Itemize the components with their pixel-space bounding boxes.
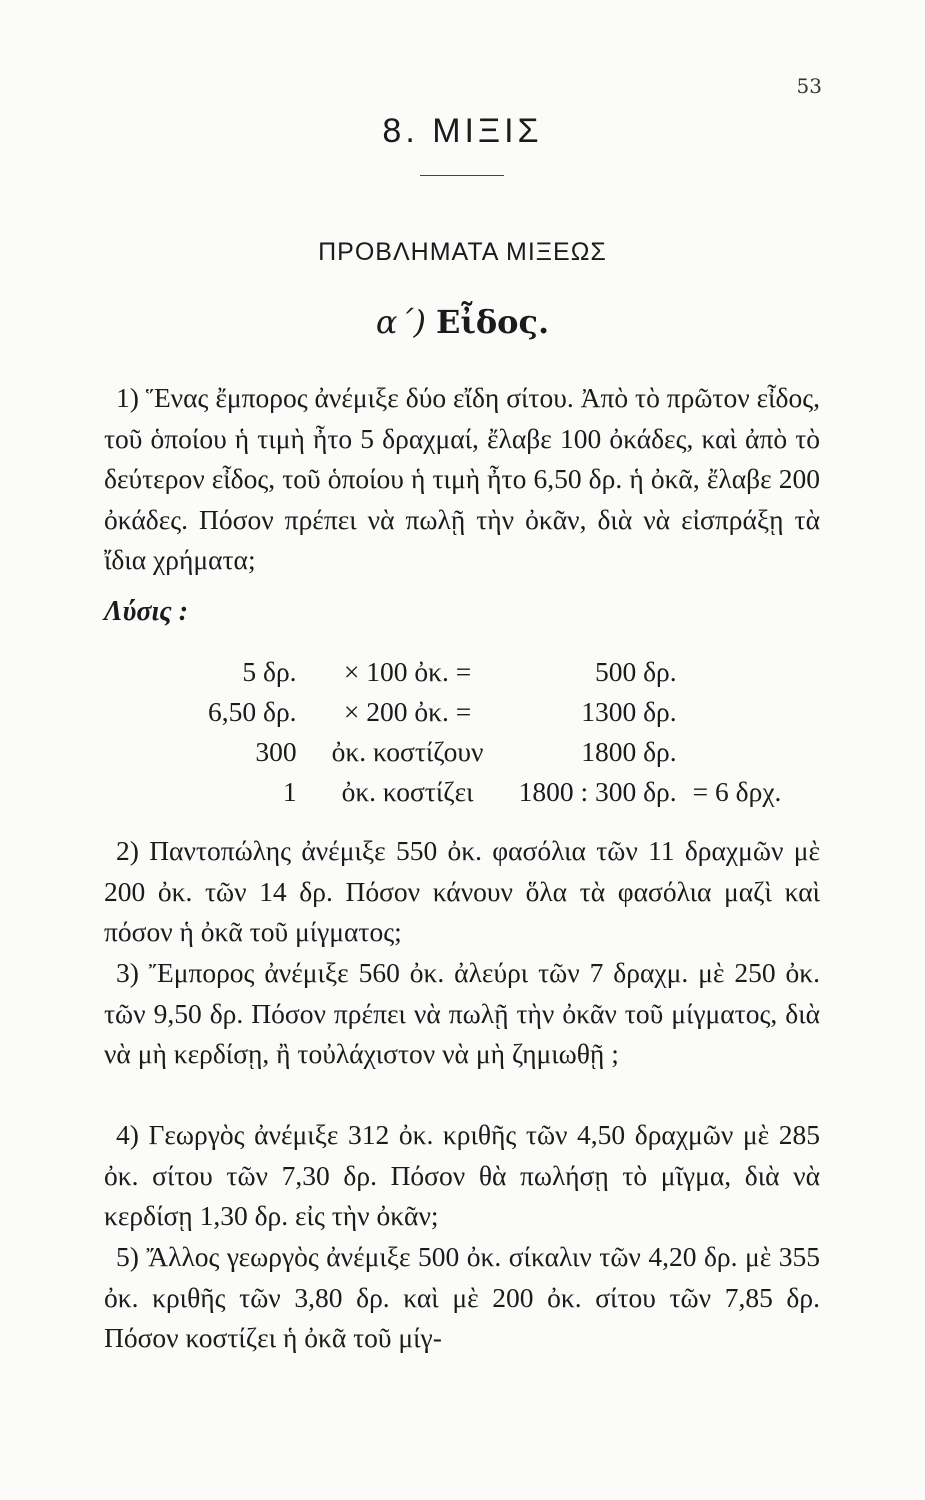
problem-5-text: 5) Ἄλλος γεωργὸς ἀνέμιξε 500 ὀκ. σίκαλιν τῶν 4,20 δρ. μὲ 355 ὀκ. κριθῆς τῶν 3,80 δρ. καὶ μὲ 200 ὀκ. σίτου τῶν 7,85 δρ. Πόσον κοστίζει ἡ ὀκᾶ τοῦ μίγ- [104,1241,820,1353]
calc-cell: 6,50 δρ. [208,696,297,727]
problem-2-text: 2) Παντοπώλης ἀνέμιξε 550 ὀκ. φασόλια τῶν 11 δραχμῶν μὲ 200 ὀκ. τῶν 14 δρ. Πόσον κάνουν ὅλα τὰ φασόλια μαζὶ καὶ πόσον ἡ ὀκᾶ τοῦ μίγματος; [104,835,820,947]
calc-cell: ὀκ. κοστίζει [341,776,474,807]
calc-cell [685,732,790,772]
calc-cell: × 200 ὀκ. = [343,696,472,727]
calc-cell: × 100 ὀκ. = [343,656,472,687]
problem-1 [104,378,820,581]
problem-5 [104,1237,820,1359]
calc-row [200,692,789,732]
calc-row [200,652,789,692]
problem-4-text: 4) Γεωργὸς ἀνέμιξε 312 ὀκ. κριθῆς τῶν 4,50 δραχμῶν μὲ 285 ὀκ. σίτου τῶν 7,30 δρ. Πόσον θὰ πωλήσῃ τὸ μῖγμα, διὰ νὰ κερδίσῃ 1,30 δρ. εἰς τὴν ὀκᾶν; [104,1119,820,1231]
problem-3 [104,953,820,1075]
section-title: ΠΡΟΒΛΗΜΑΤΑ ΜΙΞΕΩΣ [318,238,607,266]
chapter-title: 8. ΜΙΞΙΣ [382,112,543,150]
calc-cell [685,692,790,732]
title-rule [420,175,504,176]
calc-cell: 300 [255,736,297,767]
calc-cell: 1800 : 300 δρ. [518,776,677,807]
calc-cell: 1 [282,776,297,807]
calc-cell: 5 δρ. [242,656,297,687]
problem-1-text: 1) Ἕνας ἔμπορος ἀνέμιξε δύο εἴδη σίτου. Ἀπὸ τὸ πρῶτον εἶδος, τοῦ ὁποίου ἡ τιμὴ ἦτο 5 δραχμαί, ἔλαβε 100 ὀκάδες, καὶ ἀπὸ τὸ δεύτερον εἶδος, τοῦ ὁποίου ἡ τιμὴ ἦτο 6,50 δρ. ἡ ὀκᾶ, ἔλαβε 200 ὀκάδες. Πόσον πρέπει νὰ πωλῇ τὴν ὀκᾶν, διὰ νὰ εἰσπράξῃ τὰ ἴδια χρήματα; [104,382,820,575]
calc-cell: = 6 δρχ. [692,776,782,807]
calc-cell: 500 δρ. [594,656,677,687]
calc-cell: 1800 δρ. [581,736,677,767]
subsection-label: Εἶδος. [435,303,550,341]
problem-2 [104,831,820,953]
calc-cell [685,652,790,692]
calc-cell: ὀκ. κοστίζουν [331,736,484,767]
subsection-number: α΄) [375,303,426,341]
calculation-table [200,652,789,812]
problem-3-text: 3) Ἔμπορος ἀνέμιξε 560 ὀκ. ἀλεύρι τῶν 7 δραχμ. μὲ 250 ὀκ. τῶν 9,50 δρ. Πόσον πρέπει νὰ πωλῇ τὴν ὀκᾶν τοῦ μίγματος, διὰ νὰ μὴ κερδίσῃ, ἢ τοὐλάχιστον νὰ μὴ ζημιωθῇ ; [104,957,820,1069]
calc-row [200,732,789,772]
solution-label: Λύσις : [104,596,189,627]
problem-4 [104,1115,820,1237]
page-number: 53 [796,74,822,98]
subsection-title [0,303,925,341]
calc-row [200,772,789,812]
calc-cell: 1300 δρ. [581,696,677,727]
